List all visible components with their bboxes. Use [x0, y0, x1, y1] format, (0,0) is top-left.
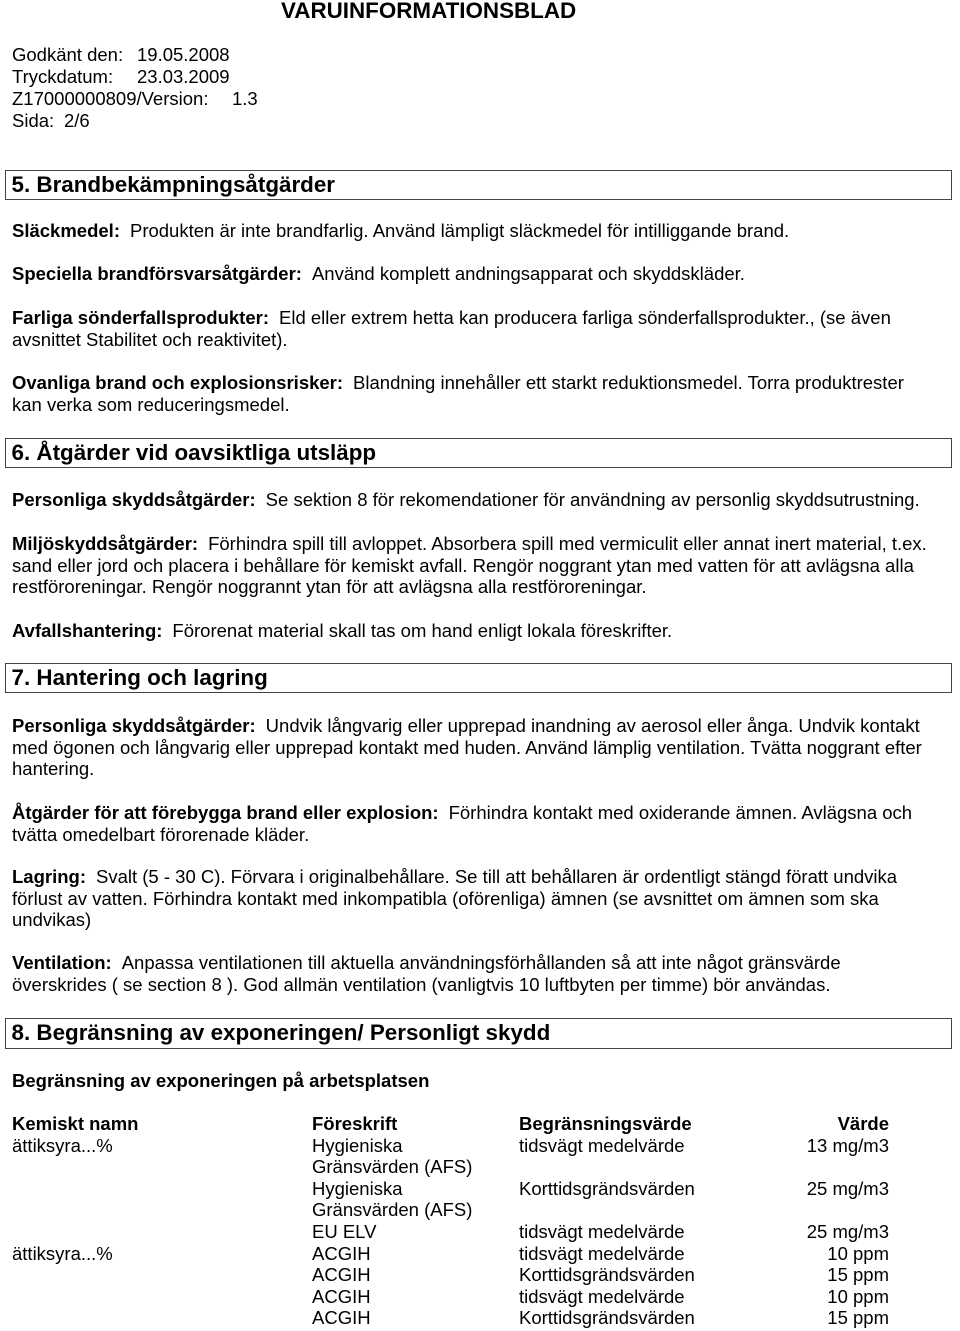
paragraph-line: [12, 620, 672, 642]
hazardous-decomposition-paragraph: [12, 307, 891, 350]
field-text: Anpassa ventilationen till aktuella användningsförhållanden så att inte något gränsvärde: [121, 952, 841, 973]
print-date-row: [12, 66, 230, 88]
field-text: Undvik långvarig eller upprepad inandning av aerosol eller ånga. Undvik kontakt: [265, 715, 920, 736]
field-text: Förhindra kontakt med oxiderande ämnen. Avlägsna och: [448, 802, 913, 823]
paragraph-line: [12, 220, 789, 242]
field-text: Se sektion 8 för rekomendationer för användning av personlig skyddsutrustning.: [265, 489, 920, 510]
section-heading-text: 8. Begränsning av exponeringen/ Personligt skydd: [11, 1020, 551, 1046]
cell-regulation-line: ACGIH: [312, 1307, 371, 1329]
paragraph-line: [12, 866, 897, 888]
version-value: 1.3: [232, 88, 258, 109]
section-7-heading: [5, 663, 952, 693]
cell-value: 10 ppm: [827, 1285, 889, 1307]
paragraph-line: undvikas): [12, 909, 92, 931]
paragraph-line: restföroreningar. Rengör noggrannt ytan för att avlägsna alla restföroreningar.: [12, 576, 647, 598]
section-6-heading: [5, 438, 952, 468]
cell-regulation-line: Gränsvärden (AFS): [312, 1156, 473, 1178]
cell-regulation: [312, 1286, 519, 1308]
page-number-label: Sida:: [12, 110, 55, 131]
cell-limit-type: Korttidsgrändsvärden: [519, 1307, 695, 1329]
cell-regulation: [312, 1307, 519, 1329]
table-row: [12, 1135, 889, 1178]
cell-limit-type: tidsvägt medelvärde: [519, 1285, 685, 1307]
unusual-hazards-paragraph: [12, 372, 904, 415]
field-text: Produkten är inte brandfarlig. Använd lämpligt släckmedel för intilliggande brand.: [129, 220, 790, 241]
paragraph-line: hantering.: [12, 758, 95, 780]
cell-chemical-name: [12, 1307, 312, 1329]
field-label: Avfallshantering:: [12, 620, 163, 641]
paragraph-line: [12, 307, 891, 329]
cell-regulation: [312, 1243, 519, 1265]
cell-chemical-name: [12, 1264, 312, 1286]
column-header-limit-type: Begränsningsvärde: [519, 1113, 692, 1134]
field-label: Lagring:: [12, 866, 86, 887]
print-date-label: Tryckdatum:: [12, 66, 114, 87]
approved-date-row: [12, 44, 230, 66]
table-row: [12, 1286, 889, 1308]
cell-value: 13 mg/m3: [806, 1134, 889, 1156]
environmental-precautions-paragraph: [12, 533, 927, 598]
field-text: Svalt (5 - 30 C). Förvara i originalbehållare. Se till att behållaren är ordentligt stängd föratt undvika: [96, 866, 898, 887]
cell-regulation-line: ACGIH: [312, 1264, 371, 1286]
approved-date-label: Godkänt den:: [12, 44, 124, 65]
field-text: Använd komplett andningsapparat och skyddskläder.: [311, 263, 745, 284]
cell-regulation-line: ACGIH: [312, 1242, 371, 1264]
version-row: [12, 88, 258, 110]
section-8-heading: [5, 1018, 952, 1049]
section-heading-text: 5. Brandbekämpningsåtgärder: [11, 171, 336, 197]
field-label: Släckmedel:: [12, 220, 120, 241]
version-label: Z17000000809/Version:: [12, 88, 209, 109]
cell-chemical-name: ättiksyra...%: [12, 1242, 113, 1264]
cell-regulation-line: Gränsvärden (AFS): [312, 1199, 473, 1221]
table-row: [12, 1243, 889, 1265]
cell-value: 10 ppm: [827, 1242, 889, 1264]
cell-value: 25 mg/m3: [806, 1220, 889, 1242]
paragraph-line: [12, 533, 927, 555]
field-label: Farliga sönderfallsprodukter:: [12, 307, 269, 328]
field-label: Ovanliga brand och explosionsrisker:: [12, 372, 344, 393]
section-5-heading: [5, 170, 952, 200]
cell-regulation: [312, 1264, 519, 1286]
cell-chemical-name: [12, 1286, 312, 1308]
cell-regulation-line: ACGIH: [312, 1285, 371, 1307]
paragraph-line: förlust av vatten. Förhindra kontakt med inkompatibla (oförenliga) ämnen (se avsnittet om ämnen som ska: [12, 887, 879, 909]
cell-regulation: [312, 1135, 519, 1178]
section-heading-text: 7. Hantering och lagring: [11, 664, 268, 690]
field-label: Personliga skyddsåtgärder:: [12, 489, 256, 510]
cell-value: 15 ppm: [827, 1264, 889, 1286]
paragraph-line: [12, 802, 912, 824]
personal-precautions-paragraph: [12, 489, 920, 511]
cell-regulation-line: Hygieniska: [312, 1134, 403, 1156]
storage-paragraph: [12, 866, 897, 931]
ventilation-paragraph: [12, 952, 841, 995]
cell-value: 25 mg/m3: [806, 1177, 889, 1199]
field-label: Personliga skyddsåtgärder:: [12, 715, 256, 736]
table-header-row: [12, 1113, 889, 1135]
cell-chemical-name: [12, 1178, 312, 1221]
fire-prevention-paragraph: [12, 802, 912, 845]
cell-limit-type: Korttidsgrändsvärden: [519, 1264, 695, 1286]
column-header-chemical-name: Kemiskt namn: [12, 1113, 139, 1134]
cell-regulation-line: Hygieniska: [312, 1177, 403, 1199]
table-row: [12, 1307, 889, 1329]
paragraph-line: sand eller jord och placera i behållare för kemiskt avfall. Rengör noggrant ytan med vatten för att avlägsna alla: [12, 554, 914, 576]
paragraph-line: [12, 715, 922, 737]
page-number-row: [12, 110, 90, 132]
field-text: Blandning innehåller ett starkt reduktionsmedel. Torra produktrester: [353, 372, 904, 393]
paragraph-line: [12, 263, 745, 285]
waste-handling-paragraph: [12, 620, 672, 642]
field-label: Ventilation:: [12, 952, 112, 973]
field-label: Miljöskyddsåtgärder:: [12, 533, 199, 554]
cell-chemical-name: ättiksyra...%: [12, 1134, 113, 1156]
special-firefighting-paragraph: [12, 263, 745, 285]
approved-date-value: 19.05.2008: [137, 44, 230, 65]
column-header-value: Värde: [837, 1113, 889, 1134]
field-label: Speciella brandförsvarsåtgärder:: [12, 263, 302, 284]
cell-value: 15 ppm: [827, 1307, 889, 1329]
exposure-limits-table: [12, 1113, 889, 1329]
cell-regulation-line: EU ELV: [312, 1220, 377, 1242]
paragraph-line: [12, 489, 920, 511]
handling-personal-precautions-paragraph: [12, 715, 922, 780]
workplace-exposure-subheading: Begränsning av exponeringen på arbetsplatsen: [12, 1070, 430, 1091]
paragraph-line: med ögonen och långvarig eller upprepad kontakt med huden. Använd lämplig ventilation. Tvätta noggrant efter: [12, 736, 922, 758]
document-title: VARUINFORMATIONSBLAD: [281, 0, 577, 23]
cell-limit-type: Korttidsgrändsvärden: [519, 1177, 695, 1199]
table-row: [12, 1264, 889, 1286]
cell-chemical-name: [12, 1221, 312, 1243]
cell-limit-type: tidsvägt medelvärde: [519, 1242, 685, 1264]
field-text: Eld eller extrem hetta kan producera farliga sönderfallsprodukter., (se även: [279, 307, 891, 328]
column-header-regulation: Föreskrift: [312, 1113, 398, 1134]
paragraph-line: tvätta omedelbart förorenade kläder.: [12, 823, 310, 845]
extinguishing-media-paragraph: [12, 220, 789, 242]
paragraph-line: [12, 952, 841, 974]
paragraph-line: [12, 372, 904, 394]
page-number-value: 2/6: [64, 110, 90, 131]
paragraph-line: överskrides ( se section 8 ). God allmän ventilation (vanligtvis 10 luftbyten per timme) bör användas.: [12, 973, 831, 995]
table-row: [12, 1178, 889, 1221]
field-label: Åtgärder för att förebygga brand eller explosion:: [12, 802, 439, 823]
print-date-value: 23.03.2009: [137, 66, 230, 87]
paragraph-line: kan verka som reduceringsmedel.: [12, 393, 290, 415]
cell-limit-type: tidsvägt medelvärde: [519, 1220, 685, 1242]
table-row: [12, 1221, 889, 1243]
cell-regulation: [312, 1221, 519, 1243]
field-text: Förhindra spill till avloppet. Absorbera spill med vermiculit eller annat inert material, t.ex.: [208, 533, 927, 554]
cell-limit-type: tidsvägt medelvärde: [519, 1134, 685, 1156]
cell-regulation: [312, 1178, 519, 1221]
paragraph-line: avsnittet Stabilitet och reaktivitet).: [12, 328, 288, 350]
field-text: Förorenat material skall tas om hand enligt lokala föreskrifter.: [172, 620, 673, 641]
section-heading-text: 6. Åtgärder vid oavsiktliga utsläpp: [11, 439, 377, 465]
